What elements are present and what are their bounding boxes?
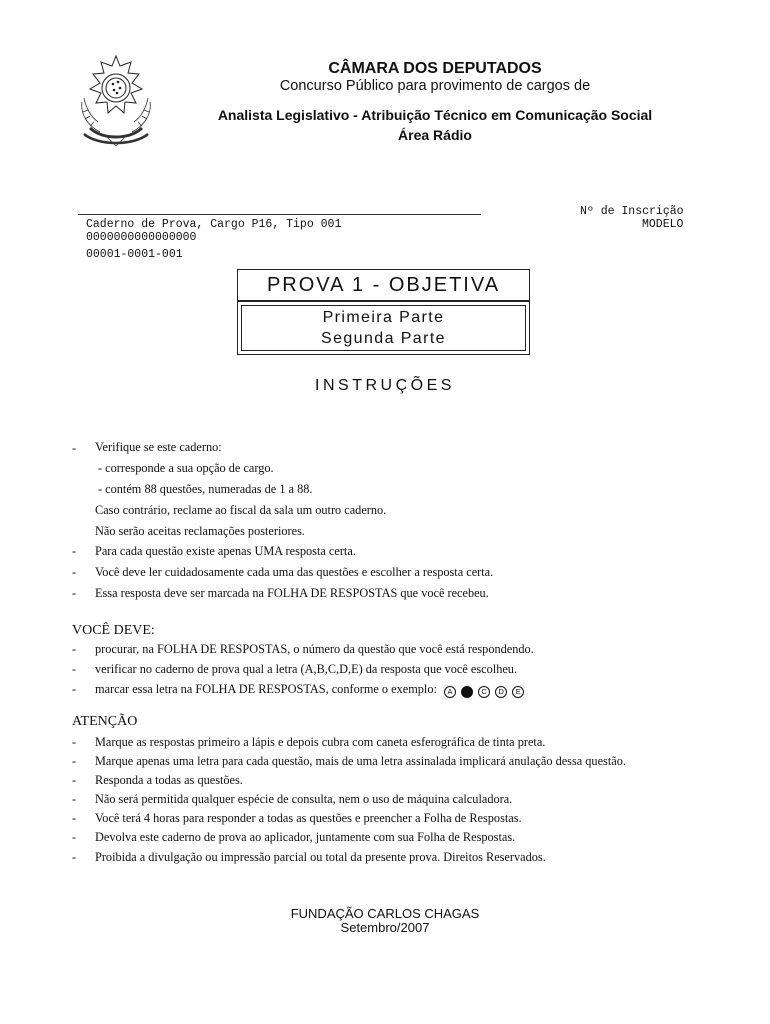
signature-line [78,214,481,215]
instruction-item: Você deve ler cuidadosamente cada uma das questões e escolher a resposta certa. [95,565,494,579]
atencao-heading: ATENÇÃO [72,714,138,729]
inscription-label: Nº de Inscrição [580,205,684,218]
area-title: Área Rádio [398,127,472,143]
bullet-dash: - [72,642,77,656]
bullet-dash: - [72,773,77,787]
booklet-code: 0000000000000000 [86,231,197,244]
bullet-dash: - [72,586,77,600]
answer-bubble-d: D [495,686,507,698]
atencao-item: Não será permitida qualquer espécie de consulta, nem o uso de máquina calculadora. [95,792,513,806]
institution-title: CÂMARA DOS DEPUTADOS [328,60,542,77]
exam-parts-box [237,301,530,355]
instruction-item: - corresponde a sua opção de cargo. [98,461,274,475]
instruction-item: Para cada questão existe apenas UMA resposta certa. [95,544,356,558]
exam-part-1: Primeira Parte [322,309,445,326]
answer-bubble-c: C [478,686,490,698]
voce-deve-item: verificar no caderno de prova qual a letra (A,B,C,D,E) da resposta que você escolheu. [95,662,518,676]
atencao-item: Devolva este caderno de prova ao aplicador, juntamente com sua Folha de Respostas. [95,830,516,844]
bullet-dash: - [72,682,77,696]
booklet-info: Caderno de Prova, Cargo P16, Tipo 001 [86,218,342,231]
atencao-item: Marque as respostas primeiro a lápis e depois cubra com caneta esferográfica de tinta preta. [95,735,546,749]
atencao-item: Marque apenas uma letra para cada questão, mais de uma letra assinalada implicará anulação dessa questão. [95,754,626,768]
inscription-value: MODELO [642,218,684,231]
position-title: Analista Legislativo - Atribuição Técnico em Comunicação Social [217,107,653,123]
footer-organization: FUNDAÇÃO CARLOS CHAGAS [290,906,480,921]
instruction-item: Caso contrário, reclame ao fiscal da sala um outro caderno. [95,503,387,517]
atencao-item: Responda a todas as questões. [95,773,243,787]
bullet-dash: - [72,544,77,558]
voce-deve-item-text: marcar essa letra na FOLHA DE RESPOSTAS, conforme o exemplo: [95,682,437,696]
instruction-item: Não serão aceitas reclamações posteriores. [95,524,305,538]
exam-subtitle: Concurso Público para provimento de cargos de [279,78,591,94]
atencao-item: Você terá 4 horas para responder a todas as questões e preencher a Folha de Respostas. [95,811,522,825]
exam-title: PROVA 1 - OBJETIVA [266,273,501,296]
voce-deve-item [95,682,524,698]
bullet-dash: - [72,441,77,455]
booklet-sequence: 00001-0001-001 [86,248,183,261]
atencao-item: Proibida a divulgação ou impressão parcial ou total da presente prova. Direitos Reservados. [95,850,546,864]
instruction-item: Verifique se este caderno: [95,440,222,454]
bullet-dash: - [72,792,77,806]
bullet-dash: - [72,754,77,768]
exam-title-box [237,269,530,301]
answer-bubble-e: E [512,686,524,698]
coat-of-arms-icon [76,52,156,148]
instruction-item: Essa resposta deve ser marcada na FOLHA DE RESPOSTAS que você recebeu. [95,586,489,600]
bullet-dash: - [72,662,77,676]
voce-deve-heading: VOCÊ DEVE: [72,623,155,638]
bullet-dash: - [72,565,77,579]
exam-part-2: Segunda Parte [321,330,446,347]
bullet-dash: - [72,811,77,825]
footer-date: Setembro/2007 [340,920,430,935]
bullet-dash: - [72,850,77,864]
voce-deve-item: procurar, na FOLHA DE RESPOSTAS, o número da questão que você está respondendo. [95,642,534,656]
instruction-item: - contém 88 questões, numeradas de 1 a 88. [98,482,313,496]
answer-bubble-a: A [444,686,456,698]
instructions-heading: INSTRUÇÕES [315,377,455,394]
bullet-dash: - [72,830,77,844]
bullet-dash: - [72,735,77,749]
answer-example [442,682,524,696]
answer-bubble-b-filled: B [461,686,473,698]
